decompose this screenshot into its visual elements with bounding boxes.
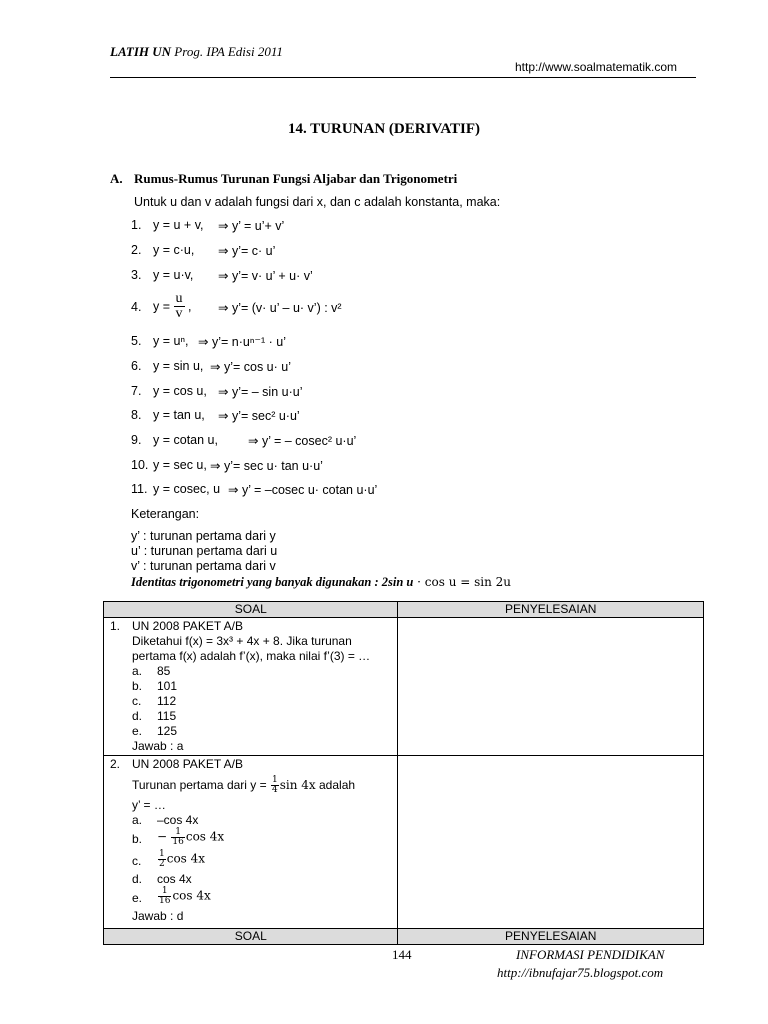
answer-option: a. –cos 4x [132, 813, 199, 827]
answer-option: c. $\frac{1}{2}$ cos 4x [132, 849, 206, 869]
question-source: UN 2008 PAKET A/B [132, 757, 243, 771]
answer-key: Jawab : d [132, 909, 184, 923]
answer-option: e. 125 [132, 724, 178, 738]
question-number: 1. [110, 619, 121, 633]
note-item: u’ : turunan pertama dari u [131, 544, 278, 558]
footer-url[interactable]: http://ibnufajar75.blogspot.com [497, 965, 664, 980]
header-title: LATIH UN Prog. IPA Edisi 2011 [110, 44, 283, 59]
answer-option: c. 112 [132, 694, 177, 708]
question-stem: y’ = … [132, 798, 166, 812]
fraction-u-over-v: $\frac{u}{v}$ [175, 291, 183, 321]
table-row [104, 618, 704, 756]
note-item: y’ : turunan pertama dari y [131, 529, 276, 543]
answer-option: a. 85 [132, 664, 171, 678]
answer-option: e. $\frac{1}{16}$ cos 4x [132, 886, 211, 906]
solution-cell [398, 618, 704, 756]
question-cell [104, 756, 398, 929]
page-title: 14. TURUNAN (DERIVATIF) [287, 121, 481, 137]
answer-key: Jawab : a [132, 739, 184, 753]
answer-option: b. − $\frac{1}{16}$ cos 4x [132, 827, 225, 847]
note-item: v’ : turunan pertama dari v [131, 559, 276, 573]
column-header-penyelesaian: PENYELESAIAN [398, 602, 704, 618]
table-row [104, 756, 704, 929]
section-heading: A. Rumus-Rumus Turunan Fungsi Aljabar dan Trigonometri [110, 171, 458, 186]
question-cell [104, 618, 398, 756]
header-url[interactable]: http://www.soalmatematik.com [515, 60, 678, 74]
column-header-soal: SOAL [104, 602, 398, 618]
trig-identity: Identitas trigonometri yang banyak digunakan : 2sin u · cos u = sin 2u [131, 575, 512, 589]
answer-option: b. 101 [132, 679, 178, 693]
intro-text: Untuk u dan v adalah fungsi dari x, dan c adalah konstanta, maka: [134, 195, 501, 209]
answer-option: d. cos 4x [132, 872, 192, 886]
solution-cell [398, 756, 704, 929]
answer-option: d. 115 [132, 709, 177, 723]
column-header-soal: SOAL [104, 929, 398, 945]
question-stem: Turunan pertama dari y = $\frac{1}{4}$ sin 4x adalah [132, 775, 356, 796]
question-table [103, 601, 704, 945]
notes-label: Keterangan: [131, 507, 200, 521]
page-number: 144 [392, 947, 412, 962]
footer-publisher: INFORMASI PENDIDIKAN [516, 947, 665, 962]
question-stem: pertama f(x) adalah f’(x), maka nilai f’(3) = … [132, 649, 371, 663]
question-stem: Diketahui f(x) = 3x³ + 4x + 8. Jika turunan [132, 634, 352, 648]
header-divider [110, 77, 696, 78]
column-header-penyelesaian: PENYELESAIAN [398, 929, 704, 945]
question-source: UN 2008 PAKET A/B [132, 619, 243, 633]
question-number: 2. [110, 757, 121, 771]
